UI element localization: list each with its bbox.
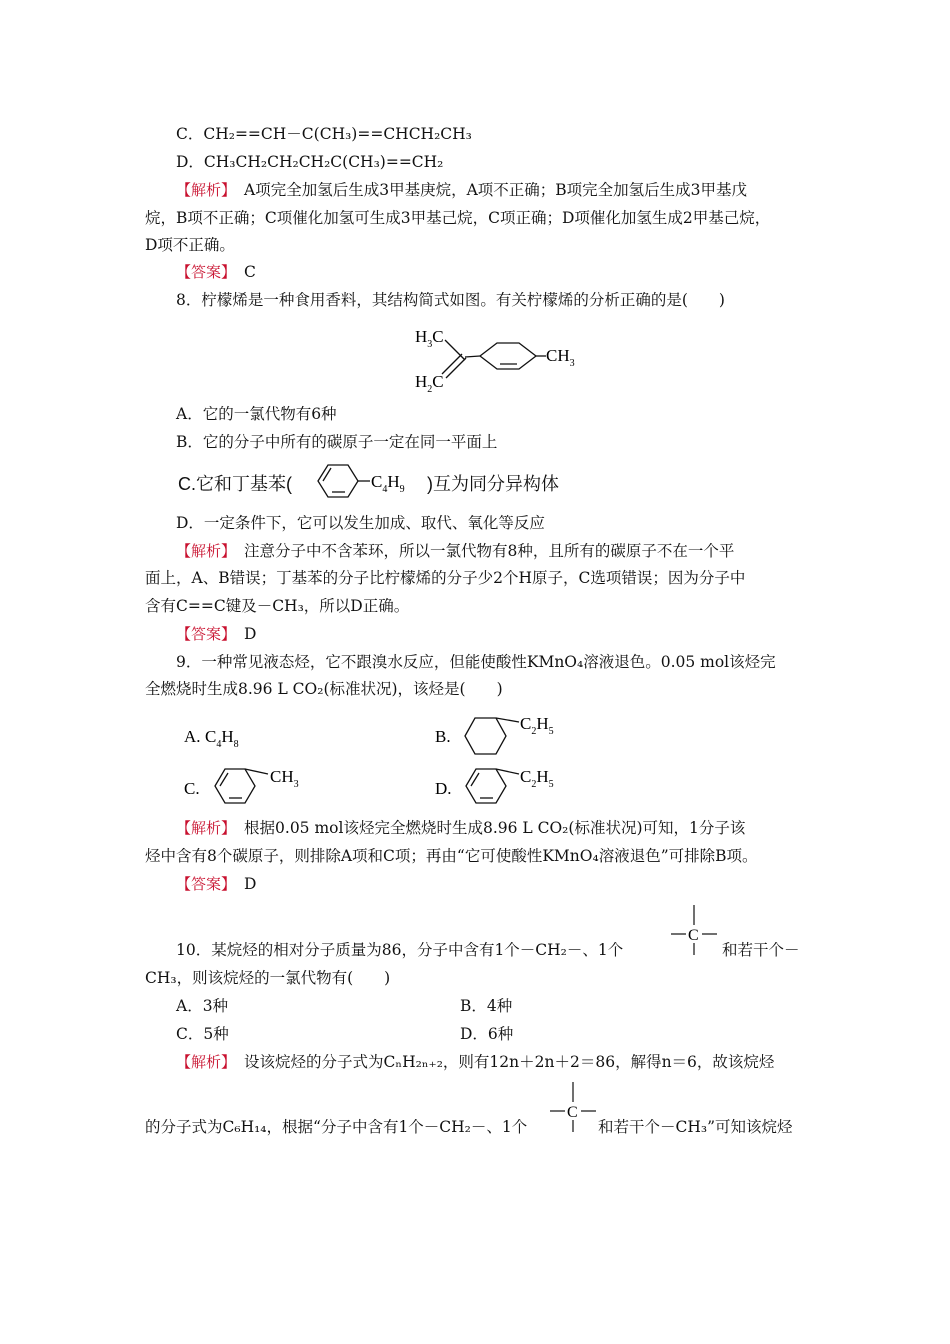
q10-option-d: D．6种: [460, 1025, 514, 1043]
q9-stem-line1: 9．一种常见液态烃，它不跟溴水反应，但能使酸性KMnO₄溶液退色。0.05 mol该烃完: [176, 653, 776, 671]
answer-tag: 【答案】: [176, 263, 229, 281]
analysis-tag: 【解析】: [176, 181, 229, 199]
svg-text:C: C: [567, 1104, 578, 1121]
q10-stem-line2: CH₃，则该烷烃的一氯代物有( ): [145, 969, 391, 987]
q10-stem-line1b: 和若干个－: [722, 941, 800, 959]
analysis-tag: 【解析】: [176, 542, 229, 560]
q8-analysis-line3: 含有C==C键及－CH₃，所以D正确。: [145, 597, 410, 615]
answer-tag: 【答案】: [176, 875, 229, 893]
q9-option-b-label: B.: [435, 727, 451, 746]
answer-tag: 【答案】: [176, 625, 229, 643]
q7-option-d: D．CH₃CH₂CH₂CH₂C(CH₃)==CH₂: [176, 153, 444, 171]
q8-answer: 【答案】 D: [176, 625, 257, 643]
svg-text:CH3: $CH_3$: [270, 767, 299, 790]
q9-stem-line2: 全燃烧时生成8.96 L CO₂(标准状况)，该烃是( ): [145, 680, 503, 698]
q8-option-d: D．一定条件下，它可以发生加成、取代、氧化等反应: [176, 514, 545, 532]
analysis-tag: 【解析】: [176, 819, 229, 837]
q7-analysis-line1: 【解析】 A项完全加氢后生成3甲基庚烷，A项不正确；B项完全加氢后生成3甲基戊: [176, 181, 748, 199]
q9-option-d-label: D.: [435, 779, 452, 798]
svg-text:C2H5: $C_2H_5$: [520, 714, 554, 737]
q9-analysis-line2: 烃中含有8个碳原子，则排除A项和C项；再由“它可使酸性KMnO₄溶液退色”可排除B项。: [145, 847, 758, 865]
q7-answer: 【答案】 C: [176, 263, 256, 281]
q7-analysis-line2: 烷，B项不正确；C项催化加氢可生成3甲基己烷，C项正确；D项催化加氢生成2甲基己烷，: [145, 209, 771, 227]
q9-option-c-label: C.: [184, 779, 200, 798]
q10-option-a: A．3种: [176, 997, 229, 1015]
svg-text:H3C: $H_3C$: [415, 327, 444, 350]
q8-option-c-pre: C.它和丁基苯(: [178, 474, 292, 494]
q8-option-b: B．它的分子中所有的碳原子一定在同一平面上: [176, 433, 498, 451]
svg-text:C: C: [688, 927, 699, 944]
q8-stem: 8．柠檬烯是一种食用香料，其结构简式如图。有关柠檬烯的分析正确的是( ): [176, 291, 725, 309]
q7-option-c: C．CH₂==CH－C(CH₃)==CHCH₂CH₃: [176, 125, 472, 143]
q9-option-a-formula: $C_4H_8$: [205, 727, 239, 750]
q10-analysis-line1: 【解析】 设该烷烃的分子式为CₙH₂ₙ₊₂，则有12n＋2n＋2＝86，解得n＝6，故该烷烃: [176, 1053, 775, 1071]
q7-analysis-line3: D项不正确。: [145, 236, 235, 254]
q10-analysis-line2b: 和若干个－CH₃”可知该烷烃: [598, 1118, 793, 1136]
q8-analysis-line2: 面上，A、B错误；丁基苯的分子比柠檬烯的分子少2个H原子，C选项错误；因为分子中: [145, 569, 746, 587]
q9-option-a-label: A.: [184, 727, 201, 746]
q10-option-b: B．4种: [460, 997, 513, 1015]
q10-option-c: C．5种: [176, 1025, 229, 1043]
q10-stem-line1a: 10．某烷烃的相对分子质量为86，分子中含有1个－CH₂－、1个: [176, 941, 624, 959]
q8-analysis-line1: 【解析】 注意分子中不含苯环，所以一氯代物有8种，且所有的碳原子不在一个平: [176, 542, 735, 560]
q10-analysis-line2a: 的分子式为C₆H₁₄，根据“分子中含有1个－CH₂－、1个: [145, 1118, 528, 1136]
svg-text:C4H9: $C_4H_9$: [371, 472, 405, 495]
q8-option-c-post: )互为同分异构体: [427, 474, 559, 494]
q9-analysis-line1: 【解析】 根据0.05 mol该烃完全燃烧时生成8.96 L CO₂(标准状况)可知，1分子该: [176, 819, 746, 837]
q8-option-a: A．它的一氯代物有6种: [176, 405, 337, 423]
analysis-tag: 【解析】: [176, 1053, 229, 1071]
q9-answer: 【答案】 D: [176, 875, 257, 893]
svg-text:C2H5: $C_2H_5$: [520, 767, 554, 790]
svg-text:H2C: $H_2C$: [415, 372, 444, 395]
svg-text:CH3: $CH_3$: [546, 346, 575, 369]
